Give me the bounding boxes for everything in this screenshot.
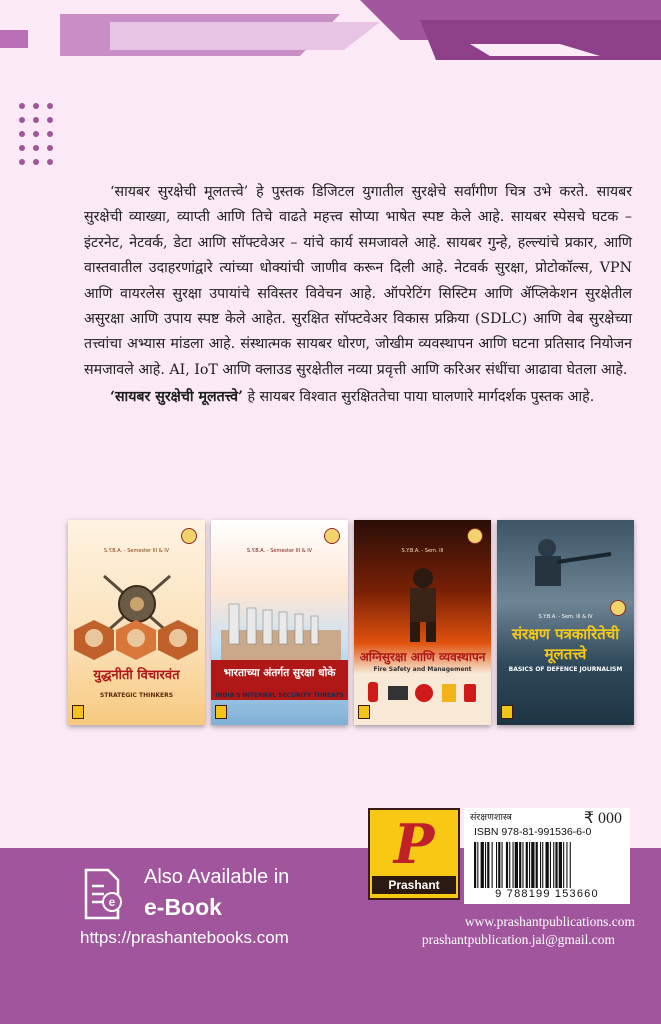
ebook-document-icon — [82, 868, 122, 920]
parade-illustration — [221, 590, 341, 660]
book-title: भारताच्या अंतर्गत सुरक्षा धोके — [223, 667, 336, 679]
book-price: ₹ 000 — [583, 810, 622, 827]
barcode-digits: 9 788199 153660 — [495, 888, 599, 900]
book-description — [84, 180, 632, 411]
description-body-2: हे सायबर विश्वात सुरक्षिततेचा पाया घालणारे मार्गदर्शक पुस्तक आहे. — [247, 389, 595, 406]
book-subtitle: BASICS OF DEFENCE JOURNALISM — [508, 666, 623, 673]
isbn-barcode — [472, 842, 622, 888]
firefighter-illustration — [390, 564, 456, 644]
prashant-mini-logo-icon — [358, 705, 370, 719]
fire-equipment-icons — [364, 676, 482, 706]
book-cover-fire-safety[interactable] — [354, 520, 491, 725]
isbn-number: ISBN 978-81-991536-6-0 — [474, 826, 592, 838]
description-paragraph-2 — [84, 385, 632, 410]
book-series-label: S.Y.B.A. - Semester III & IV — [246, 548, 313, 554]
also-available-text: Also Available in — [144, 866, 290, 888]
book-title: संरक्षण पत्रकारितेची मूलतत्त्वे — [511, 625, 620, 663]
book-cover-internal-security[interactable] — [211, 520, 348, 725]
dot-pattern-decoration — [18, 100, 58, 170]
university-seal-icon — [467, 528, 483, 544]
book-series-label: S.Y.B.A. - Sem. III & IV — [538, 614, 593, 620]
isbn-price-box — [464, 808, 630, 904]
book-subtitle: STRATEGIC THINKERS — [99, 692, 174, 699]
prashant-mini-logo-icon — [501, 705, 513, 719]
logo-publisher-name: Prashant — [372, 876, 456, 894]
university-seal-icon — [610, 600, 626, 616]
book-title: अग्निसुरक्षा आणि व्यवस्थापन — [359, 650, 486, 664]
top-decorative-band — [0, 0, 661, 60]
ebook-label: e-Book — [144, 894, 222, 920]
book-series-label: S.Y.B.A. - Semester III & IV — [103, 548, 170, 554]
publisher-website-link[interactable]: www.prashantpublications.com — [464, 914, 635, 929]
book-cover-strategic-thinkers[interactable] — [68, 520, 205, 725]
logo-letter: P — [393, 812, 435, 876]
book-subtitle: Fire Safety and Management — [373, 666, 472, 673]
publisher-email-link[interactable]: prashantpublication.jal@gmail.com — [421, 932, 615, 947]
book-title: युद्धनीती विचारवंत — [93, 668, 180, 683]
ebook-website-link[interactable]: https://prashantebooks.com — [80, 928, 289, 947]
portraits-illustration — [74, 620, 199, 660]
university-seal-icon — [181, 528, 197, 544]
subject-category: संरक्षणशास्त्र — [470, 812, 512, 823]
description-title-1: ‘सायबर सुरक्षेची मूलतत्त्वे’ — [110, 184, 249, 200]
book-subtitle: INDIA'S INTERNAL SECURITY THREATS — [215, 692, 344, 699]
description-title-2: ‘सायबर सुरक्षेची मूलतत्त्वे’ — [110, 389, 243, 406]
prashant-publisher-logo — [368, 808, 460, 900]
university-seal-icon — [324, 528, 340, 544]
description-body-1: हे पुस्तक डिजिटल युगातील सुरक्षेचे सर्वांगीण चित्र उभे करते. सायबर सुरक्षेची व्याख्या, व्याप्ती आणि तिचे वाढते महत्त्व सोप्या भाषेत स्पष्ट केले आहे. सायबर स्पेसचे घटक – इंटरनेट, नेटवर्क, डेटा आणि सॉफ्टवेअर – यांचे कार्य समजावले आहे. सायबर गुन्हे, हल्ल्यांचे प्रकार, आणि वास्तवातील उदाहरणांद्वारे त्यांच्या धोक्यांची जाणीव करून दिली आहे. नेटवर्क सुरक्षा, प्रोटोकॉल्स, VPN आणि वायरलेस सुरक्षा उपायांचे सविस्तर विवेचन आहे. ऑपरेटिंग सिस्टिम आणि ॲप्लिकेशन सुरक्षेतील असुरक्षा आणि उपाय स्पष्ट केले आहेत. सुरक्षित सॉफ्टवेअर विकास प्रक्रिया (SDLC) आणि वेब सुरक्षेच्या तत्त्वांचा अभ्यास मांडला आहे. संस्थात्मक सायबर धोरण, जोखीम व्यवस्थापन आणि घटना प्रतिसाद नियोजन समजावले आहे. AI, IoT आणि क्लाउड सुरक्षेतील नव्या प्रवृत्ती आणि करिअर संधींचा आढावा घेतला आहे. — [84, 184, 632, 378]
soldiers-illustration — [517, 534, 617, 594]
prashant-mini-logo-icon — [72, 705, 84, 719]
book-cover-defence-journalism[interactable] — [497, 520, 634, 725]
prashant-mini-logo-icon — [215, 705, 227, 719]
svg-text:e: e — [108, 895, 116, 909]
description-paragraph-1 — [84, 180, 632, 383]
related-books-row — [68, 520, 638, 730]
book-series-label: S.Y.B.A. - Sem. III — [401, 548, 444, 554]
